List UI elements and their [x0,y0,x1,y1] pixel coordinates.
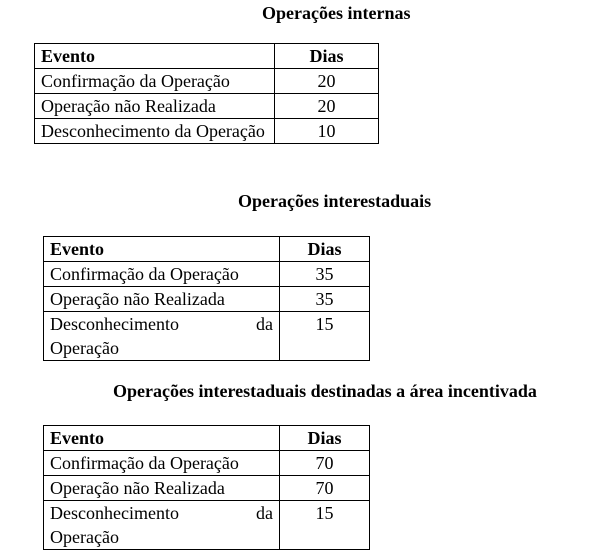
header-event: Evento [35,44,275,69]
days-cell: 70 [280,451,370,476]
section-title-interestaduais: Operações interestaduais [238,191,432,211]
table-area-incentivada [43,425,370,550]
header-days: Dias [280,237,370,262]
table-row [44,451,370,476]
days-cell: 10 [275,119,379,144]
days-cell: 20 [275,94,379,119]
days-cell: 20 [275,69,379,94]
table-row [35,94,379,119]
table-row [35,69,379,94]
event-cell: Confirmação da Operação [44,451,280,476]
days-cell: 70 [280,476,370,501]
table-row [35,119,379,144]
table-row [44,501,370,550]
event-cell: Desconhecimento da Operação [35,119,275,144]
table-interestaduais [43,236,370,361]
days-cell: 15 [280,501,370,550]
table-row [44,262,370,287]
event-cell: Operação não Realizada [44,476,280,501]
event-cell: Operação não Realizada [35,94,275,119]
header-days: Dias [275,44,379,69]
event-cell: Confirmação da Operação [35,69,275,94]
days-cell: 35 [280,262,370,287]
event-cell: Desconhecimento da Operação [44,312,280,361]
section-title-area-incentivada: Operações interestaduais destinadas a área incentivada [113,381,537,401]
event-cell: Confirmação da Operação [44,262,280,287]
table-header-row [35,44,379,69]
table-row [44,287,370,312]
header-event: Evento [44,426,280,451]
event-cell: Desconhecimento da Operação [44,501,280,550]
table-header-row [44,426,370,451]
header-days: Dias [280,426,370,451]
table-row [44,312,370,361]
header-event: Evento [44,237,280,262]
event-cell: Operação não Realizada [44,287,280,312]
table-row [44,476,370,501]
table-internas [34,43,379,144]
table-header-row [44,237,370,262]
days-cell: 35 [280,287,370,312]
days-cell: 15 [280,312,370,361]
section-title-internas: Operações internas [262,3,411,23]
